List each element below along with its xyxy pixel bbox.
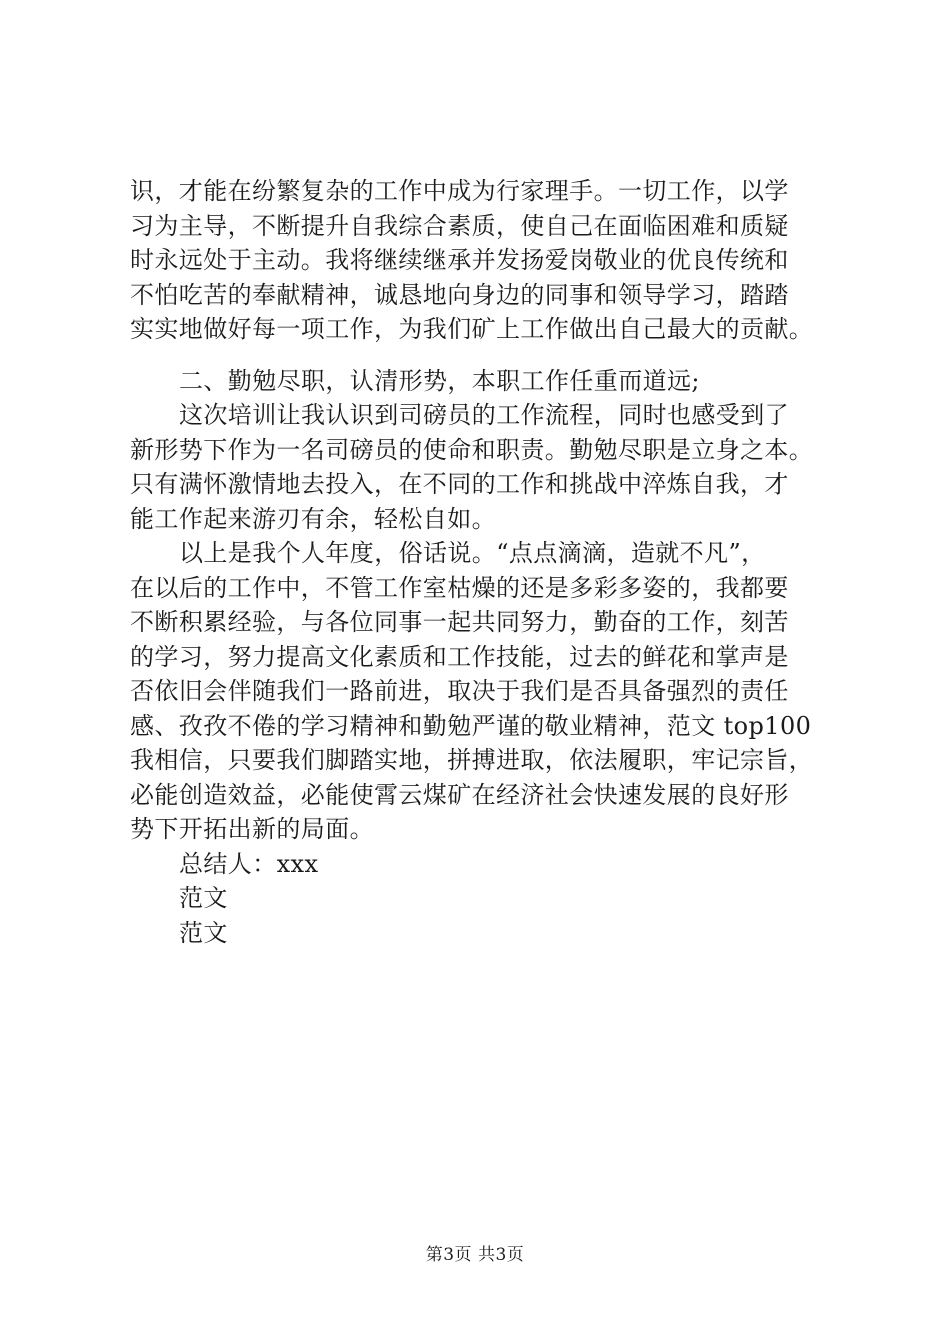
paragraph-2	[130, 398, 840, 536]
text-line: 新形势下作为一名司磅员的使命和职责。勤勉尽职是立身之本。	[130, 435, 814, 464]
text-line: 这次培训让我认识到司磅员的工作流程，同时也感受到了	[179, 401, 789, 429]
tail-text-line: 范文	[179, 918, 228, 947]
text-line: 只有满怀激情地去投入，在不同的工作和挑战中淬炼自我，才	[130, 470, 789, 498]
text-line: 不怕吃苦的奉献精神，诚恳地向身边的同事和领导学习，踏踏	[130, 280, 789, 309]
text-line: 感、孜孜不倦的学习精神和勤勉严谨的敬业精神，范文 top100	[130, 711, 812, 740]
text-line: 实实地做好每一项工作，为我们矿上工作做出自己最大的贡献。	[130, 315, 814, 343]
text-line: 以上是我个人年度，俗话说。“点点滴滴，造就不凡”，	[179, 539, 766, 567]
signature-line: 总结人：xxx	[179, 849, 319, 878]
section-heading: 二、勤勉尽职，认清形势，本职工作任重而道远;	[179, 366, 700, 395]
paragraph-1	[130, 174, 840, 347]
text-line: 能工作起来游刃有余，轻松自如。	[130, 504, 496, 533]
text-line: 不断积累经验，与各位同事一起共同努力，勤奋的工作，刻苦	[130, 608, 789, 636]
text-line: 在以后的工作中，不管工作室枯燥的还是多彩多姿的，我都要	[130, 573, 789, 602]
text-line: 习为主导，不断提升自我综合素质，使自己在面临困难和质疑	[130, 211, 789, 240]
page-footer: 第3页 共3页	[425, 1245, 525, 1265]
paragraph-3	[130, 536, 840, 847]
text-line: 必能创造效益，必能使霄云煤矿在经济社会快速发展的良好形	[130, 780, 789, 809]
text-line: 势下开拓出新的局面。	[130, 815, 374, 843]
paragraph-spacer	[130, 347, 840, 364]
text-line: 识，才能在纷繁复杂的工作中成为行家理手。一切工作，以学	[130, 177, 789, 205]
document-body	[130, 174, 840, 950]
text-line: 的学习，努力提高文化素质和工作技能，过去的鲜花和掌声是	[130, 642, 789, 671]
tail-text-line: 范文	[179, 884, 228, 912]
text-line: 时永远处于主动。我将继续继承并发扬爱岗敬业的优良传统和	[130, 246, 789, 274]
text-line: 否依旧会伴随我们一路前进，取决于我们是否具备强烈的责任	[130, 677, 789, 705]
text-line: 我相信，只要我们脚踏实地，拼搏进取，依法履职，牢记宗旨，	[130, 746, 814, 774]
